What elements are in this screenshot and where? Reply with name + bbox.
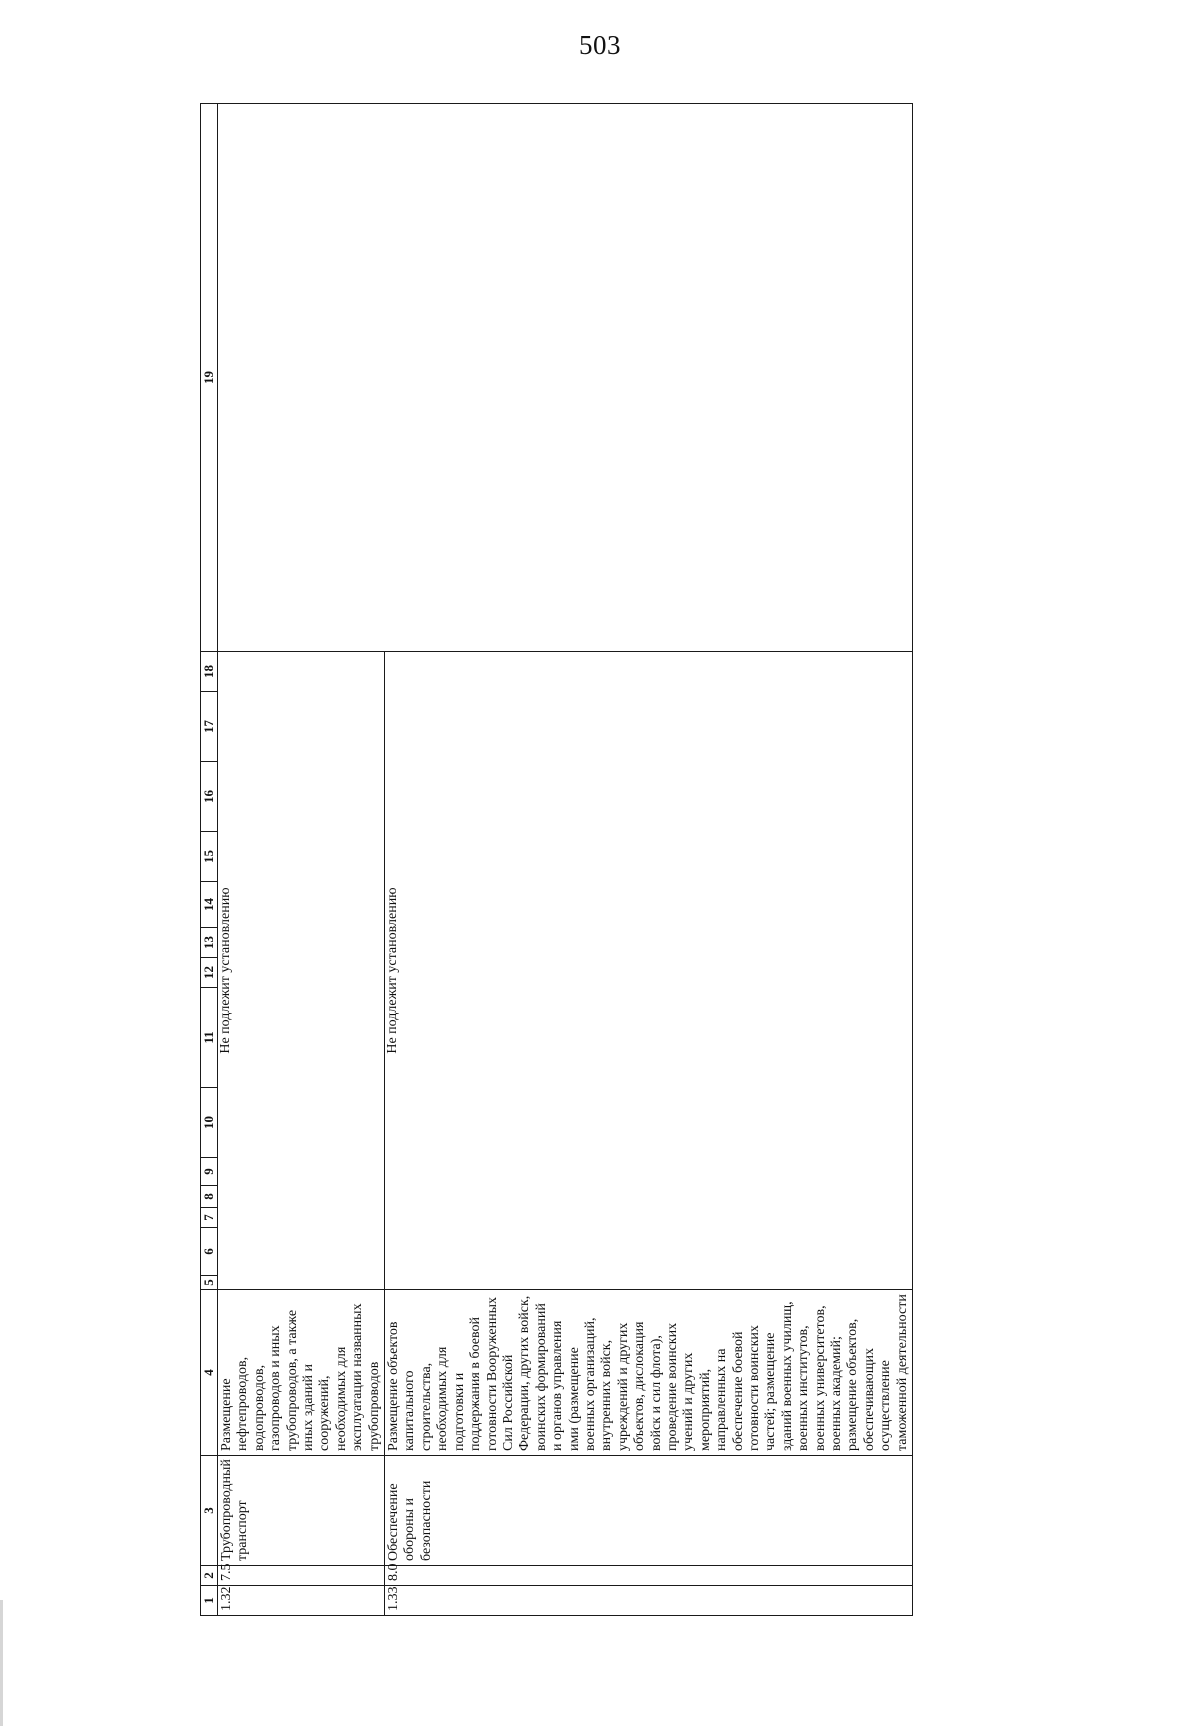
header-cell: 11 [201, 988, 218, 1088]
header-cell: 8 [201, 1186, 218, 1208]
header-cell: 12 [201, 958, 218, 988]
header-cell: 10 [201, 1088, 218, 1158]
merged-value-cell: Не подлежит установлению [218, 652, 385, 1290]
header-cell: 15 [201, 832, 218, 882]
header-cell: 3 [201, 1456, 218, 1566]
merged-value-cell: Не подлежит установлению [385, 652, 913, 1290]
row-code: 8.0 [385, 1566, 913, 1586]
row-description: Размещение объектов капитального строительства, необходимых для подготовки и поддержания в боевой готовности Вооруженных Сил Российской Федерации, других войск, воинских формирований и органов управления ими (размещение военных организаций, внутренних войск, учреждений и других объектов, дислокация войск и сил флота), проведение воинских учений и других мероприятий, направленных на обеспечение боевой готовности воинских частей; размещение зданий военных училищ, военных институтов, военных университетов, военных академий; размещение объектов, обеспечивающих осуществление таможенной деятельности [385, 1290, 913, 1456]
header-cell: 1 [201, 1586, 218, 1616]
land-use-table [200, 104, 910, 1616]
row-number: 1.32 [218, 1586, 385, 1616]
header-cell: 6 [201, 1228, 218, 1276]
row-name: Трубопроводный транспорт [218, 1456, 385, 1566]
header-row [201, 104, 218, 1616]
row-description: Размещение нефтепроводов, водопроводов, газопроводов и иных трубопроводов, а также иных зданий и сооружений, необходимых для эксплуатации названных трубопроводов [218, 1290, 385, 1456]
header-cell: 17 [201, 692, 218, 762]
row-name: Обеспечение обороны и безопасности [385, 1456, 913, 1566]
header-cell: 7 [201, 1208, 218, 1228]
table-row [218, 104, 385, 1616]
row-number: 1.33 [385, 1586, 913, 1616]
header-cell: 16 [201, 762, 218, 832]
scan-edge-shadow [0, 1600, 3, 1726]
rotated-table-frame [200, 104, 910, 1616]
header-cell: 14 [201, 882, 218, 928]
table [200, 103, 913, 1616]
header-cell: 4 [201, 1290, 218, 1456]
row-code: 7.5 [218, 1566, 385, 1586]
header-cell: 9 [201, 1158, 218, 1186]
column-19-cell [218, 104, 913, 652]
page-number: 503 [579, 30, 621, 60]
header-cell: 19 [201, 104, 218, 652]
header-cell: 18 [201, 652, 218, 692]
header-cell: 13 [201, 928, 218, 958]
header-cell: 5 [201, 1276, 218, 1290]
header-cell: 2 [201, 1566, 218, 1586]
